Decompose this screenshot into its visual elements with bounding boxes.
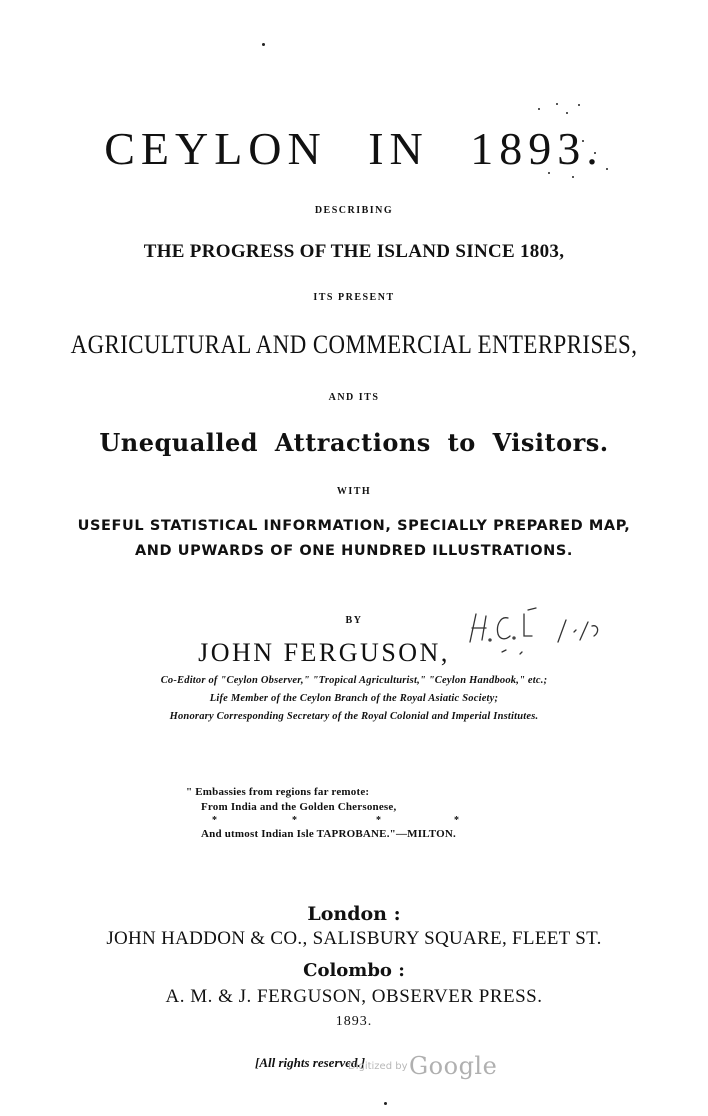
credit-line-3: Honorary Corresponding Secretary of the Royal Colonial and Imperial Institutes.: [169, 711, 539, 722]
epigraph-star: *: [212, 815, 217, 826]
scan-speck: [556, 103, 558, 105]
and-its-label: AND ITS: [328, 392, 380, 403]
by-label: BY: [345, 615, 363, 626]
credit-line-2: Life Member of the Ceylon Branch of the Royal Asiatic Society;: [209, 693, 499, 704]
author-name: JOHN FERGUSON,: [198, 638, 450, 667]
credit-line-1: Co-Editor of "Ceylon Observer," "Tropical Agriculturist," "Ceylon Handbook," etc.;: [160, 675, 548, 686]
with-label: WITH: [336, 486, 372, 497]
subtitle-useful-line-2: AND UPWARDS OF ONE HUNDRED ILLUSTRATIONS.: [134, 543, 574, 559]
scan-speck: [384, 1102, 387, 1105]
epigraph-star: *: [292, 815, 297, 826]
subtitle-progress: THE PROGRESS OF THE ISLAND SINCE 1803,: [143, 241, 565, 262]
scan-speck: [566, 112, 568, 114]
digitized-by-label: Digitized by: [348, 1061, 408, 1072]
imprint-london: London :: [307, 903, 401, 925]
epigraph-line-2: From India and the Golden Chersonese,: [201, 801, 397, 813]
epigraph-ellipsis: [212, 815, 472, 827]
subtitle-attractions: Unequalled Attractions to Visitors.: [99, 428, 609, 457]
subtitle-useful-line-1: USEFUL STATISTICAL INFORMATION, SPECIALLY PREPARED MAP,: [77, 518, 631, 534]
scan-speck: [572, 176, 574, 178]
describing-label: DESCRIBING: [314, 205, 394, 216]
its-present-label: ITS PRESENT: [313, 292, 395, 303]
scan-speck: [262, 43, 265, 46]
scan-speck: [578, 104, 580, 106]
imprint-london-publisher: JOHN HADDON & CO., SALISBURY SQUARE, FLEET ST.: [106, 928, 602, 949]
book-title: CEYLON IN 1893.: [104, 123, 604, 174]
subtitle-enterprises: AGRICULTURAL AND COMMERCIAL ENTERPRISES,: [70, 330, 638, 359]
scan-speck: [538, 108, 540, 110]
epigraph-star: *: [454, 815, 459, 826]
epigraph-line-1: " Embassies from regions far remote:: [186, 786, 370, 798]
imprint-year: 1893.: [335, 1014, 373, 1029]
handwritten-annotation-icon: [462, 602, 612, 662]
rights-notice: [All rights reserved.]: [255, 1055, 366, 1070]
epigraph-line-4: And utmost Indian Isle TAPROBANE."—MILTON.: [201, 828, 456, 840]
imprint-colombo: Colombo :: [303, 960, 405, 981]
imprint-colombo-publisher: A. M. & J. FERGUSON, OBSERVER PRESS.: [165, 986, 543, 1007]
google-watermark-logo: Google: [409, 1052, 498, 1080]
epigraph-star: *: [376, 815, 381, 826]
